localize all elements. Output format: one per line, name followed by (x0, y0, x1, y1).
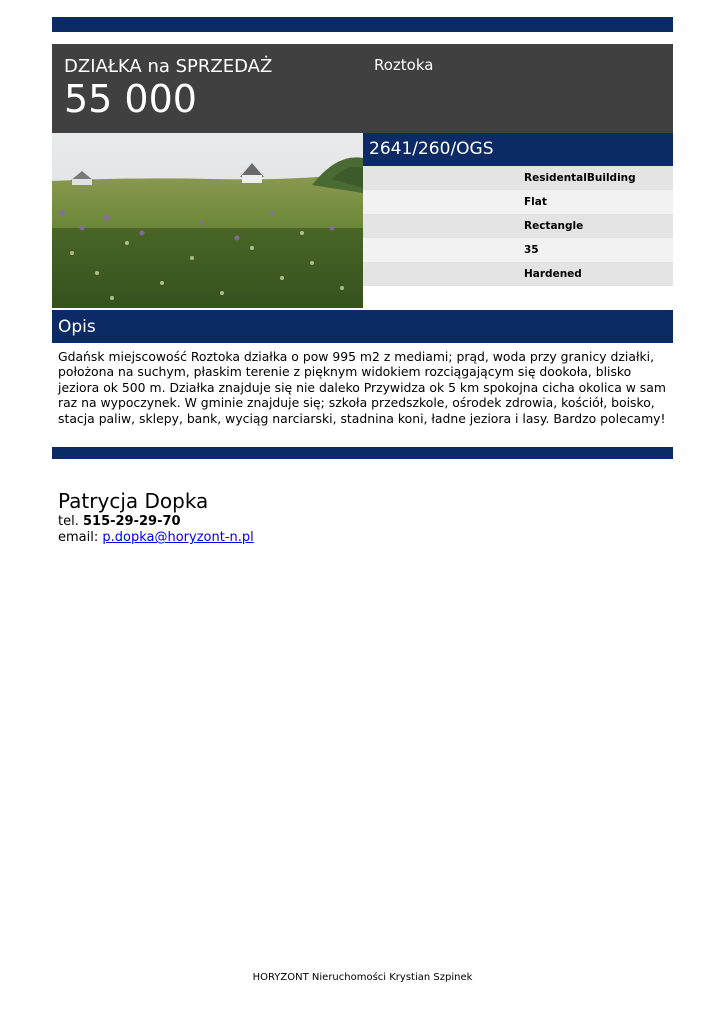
details-table (363, 166, 673, 286)
detail-value: 35 (524, 244, 539, 256)
description-text: Gdańsk miejscowość Roztoka działka o pow 995 m2 z mediami; prąd, woda przy granicy działki, położona na suchym, płaskim terenie z pięknym widokiem rozciągającym się dookoła, blisko jeziora ok 500 m. Działka znajduje się nie daleko Przywidza ok 5 km spokojna cicha okolica w sam raz na wypoczynek. W gminie znajduje się; szkoła przedszkole, ośrodek zdrowia, kościół, boisko, stacja paliw, sklepy, bank, wyciąg narciarski, stadnina koni, ładne jeziora i lasy. Bardzo polecamy! (58, 349, 666, 426)
email-label: email: (58, 530, 99, 545)
detail-row (363, 262, 673, 286)
property-photo (52, 133, 363, 308)
detail-value: Hardened (524, 268, 582, 280)
listing-type: DZIAŁKA na SPRZEDAŻ (64, 56, 273, 77)
description-title: Opis (58, 317, 96, 337)
section-divider-bar (52, 447, 673, 459)
agent-contact (58, 488, 254, 546)
reference-header (363, 133, 673, 166)
price: 55 000 (64, 77, 197, 121)
reference-number: 2641/260/OGS (369, 139, 494, 159)
detail-value: ResidentalBuilding (524, 172, 636, 184)
detail-value: Flat (524, 196, 547, 208)
detail-row (363, 190, 673, 214)
detail-row (363, 166, 673, 190)
footer-company: HORYZONT Nieruchomości Krystian Szpinek (252, 972, 473, 983)
agent-phone-line (58, 514, 254, 530)
top-accent-bar (52, 17, 673, 32)
detail-row (363, 214, 673, 238)
agent-email-line (58, 530, 254, 546)
description-header (52, 310, 673, 343)
listing-header (52, 44, 673, 133)
agent-phone: 515-29-29-70 (82, 514, 181, 529)
detail-row (363, 238, 673, 262)
agent-email-link[interactable]: p.dopka@horyzont-n.pl (102, 530, 254, 545)
detail-value: Rectangle (524, 220, 584, 232)
phone-label: tel. (58, 514, 79, 529)
location: Roztoka (374, 56, 434, 74)
agent-name: Patrycja Dopka (58, 489, 209, 513)
